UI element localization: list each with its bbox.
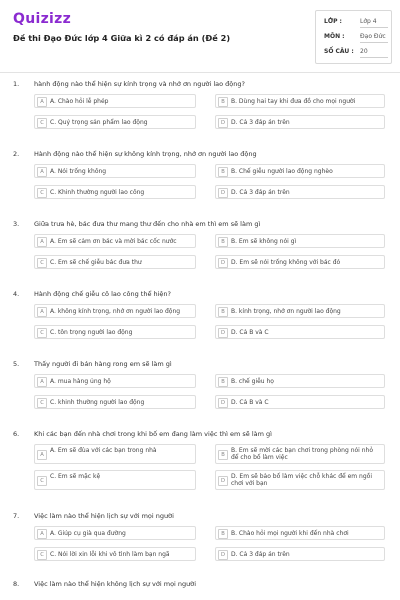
- option-text: C. tôn trọng người lao động: [50, 329, 133, 336]
- answer-option-a[interactable]: [34, 234, 196, 248]
- question-text: Giữa trưa hè, bác đưa thư mang thư đến cho nhà em thì em sẽ làm gì: [34, 220, 261, 228]
- answer-option-c[interactable]: [34, 185, 196, 199]
- answer-option-b[interactable]: [215, 374, 385, 388]
- option-text: C. Em sẽ mặc kệ: [50, 473, 101, 480]
- option-text: A. mua hàng ủng hộ: [50, 378, 111, 385]
- option-letter-box: C: [37, 188, 47, 198]
- option-letter-box: C: [37, 258, 47, 268]
- question-text: Hành động chế giễu cô lao công thể hiện?: [34, 290, 172, 298]
- info-value: Đạo Đức: [360, 33, 386, 40]
- option-letter-box: A: [37, 377, 47, 387]
- option-text: A. Chào hỏi lễ phép: [50, 98, 109, 105]
- answer-option-a[interactable]: [34, 164, 196, 178]
- option-letter-box: D: [218, 550, 228, 560]
- answer-option-d[interactable]: [215, 115, 385, 129]
- option-letter-box: C: [37, 476, 47, 486]
- option-text: C. Quý trọng sản phẩm lao động: [50, 119, 148, 126]
- option-text: D. Cả 3 đáp án trên: [231, 189, 290, 196]
- answer-option-c[interactable]: [34, 547, 196, 561]
- option-letter-box: A: [37, 529, 47, 539]
- question-number: 7.: [13, 512, 20, 520]
- option-text: D. Em sẽ nói trống không với bác đó: [231, 259, 341, 266]
- option-text: A. Em sẽ đùa với các bạn trong nhà: [50, 447, 157, 454]
- option-letter-box: B: [218, 377, 228, 387]
- answer-option-a[interactable]: [34, 374, 196, 388]
- option-letter-box: C: [37, 550, 47, 560]
- option-text: A. Giúp cụ già qua đường: [50, 530, 126, 537]
- option-text: C. khinh thường người lao động: [50, 399, 145, 406]
- option-text: A. Em sẽ cảm ơn bác và mời bác cốc nước: [50, 238, 177, 245]
- answer-option-c[interactable]: [34, 395, 196, 409]
- answer-option-d[interactable]: [215, 470, 385, 490]
- answer-option-d[interactable]: [215, 185, 385, 199]
- answer-option-b[interactable]: [215, 94, 385, 108]
- info-box: [315, 10, 392, 64]
- answer-option-b[interactable]: [215, 234, 385, 248]
- question-text: Việc làm nào thể hiện không lịch sự với mọi người: [34, 580, 197, 588]
- question-text: hành động nào thể hiện sự kính trọng và nhớ ơn người lao động?: [34, 80, 245, 88]
- option-letter-box: B: [218, 167, 228, 177]
- question-text: Hành động nào thể hiện sự không kính trọng, nhớ ơn người lao động: [34, 150, 257, 158]
- option-text: B. Em sẽ mời các bạn chơi trong phòng nói nhỏ để cho bố làm việc: [231, 447, 374, 461]
- answer-option-a[interactable]: [34, 94, 196, 108]
- answer-option-c[interactable]: [34, 470, 196, 490]
- answer-option-a[interactable]: [34, 304, 196, 318]
- header-divider: [0, 72, 400, 73]
- question-number: 8.: [13, 580, 20, 588]
- option-text: D. Em sẽ bảo bố làm việc chỗ khác để em ngồi chơi với bạn: [231, 473, 373, 487]
- answer-option-b[interactable]: [215, 526, 385, 540]
- option-text: B. Chế giễu người lao động nghèo: [231, 168, 333, 175]
- option-text: D. Cả B và C: [231, 329, 269, 336]
- question-text: Việc làm nào thể hiện lịch sự với mọi người: [34, 512, 174, 520]
- info-key: MÔN :: [324, 33, 345, 40]
- quizizz-logo: Quizizz: [13, 11, 72, 27]
- option-text: B. chế giễu họ: [231, 378, 274, 385]
- option-letter-box: A: [37, 97, 47, 107]
- option-letter-box: D: [218, 118, 228, 128]
- option-letter-box: C: [37, 118, 47, 128]
- question-text: Thấy người đi bán hàng rong em sẽ làm gì: [34, 360, 172, 368]
- question-number: 3.: [13, 220, 20, 228]
- info-key: LỚP :: [324, 18, 342, 25]
- option-text: B. Em sẽ không nói gì: [231, 238, 297, 245]
- option-letter-box: B: [218, 307, 228, 317]
- question-text: Khi các bạn đến nhà chơi trong khi bố em đang làm việc thì em sẽ làm gì: [34, 430, 272, 438]
- answer-option-d[interactable]: [215, 395, 385, 409]
- option-text: A. Nói trống không: [50, 168, 107, 175]
- option-letter-box: B: [218, 529, 228, 539]
- answer-option-d[interactable]: [215, 547, 385, 561]
- option-text: C. Nói lời xin lỗi khi vô tình làm bạn ngã: [50, 551, 170, 558]
- option-text: B. kính trọng, nhớ ơn người lao động: [231, 308, 341, 315]
- option-letter-box: C: [37, 398, 47, 408]
- info-key: SỐ CÂU :: [324, 48, 354, 55]
- worksheet-header: [0, 0, 400, 72]
- question-number: 6.: [13, 430, 20, 438]
- option-letter-box: A: [37, 167, 47, 177]
- option-text: D. Cả B và C: [231, 399, 269, 406]
- answer-option-b[interactable]: [215, 444, 385, 464]
- answer-option-c[interactable]: [34, 325, 196, 339]
- option-letter-box: A: [37, 307, 47, 317]
- question-number: 2.: [13, 150, 20, 158]
- option-letter-box: D: [218, 328, 228, 338]
- option-letter-box: D: [218, 188, 228, 198]
- option-text: D. Cả 3 đáp án trên: [231, 119, 290, 126]
- question-number: 4.: [13, 290, 20, 298]
- option-text: B. Chào hỏi mọi người khi đến nhà chơi: [231, 530, 349, 537]
- option-letter-box: B: [218, 97, 228, 107]
- info-value: Lớp 4: [360, 18, 377, 25]
- answer-option-a[interactable]: [34, 444, 196, 464]
- answer-option-d[interactable]: [215, 325, 385, 339]
- info-value: 20: [360, 48, 368, 55]
- option-text: D. Cả 3 đáp án trên: [231, 551, 290, 558]
- option-text: B. Dùng hai tay khi đưa đồ cho mọi người: [231, 98, 356, 105]
- option-letter-box: C: [37, 328, 47, 338]
- option-text: A. không kính trọng, nhớ ơn người lao động: [50, 308, 181, 315]
- option-letter-box: B: [218, 237, 228, 247]
- option-letter-box: D: [218, 476, 228, 486]
- question-number: 1.: [13, 80, 20, 88]
- option-letter-box: D: [218, 258, 228, 268]
- answer-option-a[interactable]: [34, 526, 196, 540]
- answer-option-c[interactable]: [34, 255, 196, 269]
- info-underline: [360, 57, 388, 58]
- info-underline: [360, 42, 388, 43]
- option-letter-box: A: [37, 450, 47, 460]
- answer-option-d[interactable]: [215, 255, 385, 269]
- option-letter-box: D: [218, 398, 228, 408]
- worksheet-title: Đề thi Đạo Đức lớp 4 Giữa kì 2 có đáp án (Đề 2): [13, 33, 231, 43]
- question-number: 5.: [13, 360, 20, 368]
- answer-option-b[interactable]: [215, 304, 385, 318]
- option-letter-box: B: [218, 450, 228, 460]
- option-text: C. Em sẽ chế giễu bác đưa thư: [50, 259, 142, 266]
- option-letter-box: A: [37, 237, 47, 247]
- info-underline: [360, 27, 388, 28]
- answer-option-c[interactable]: [34, 115, 196, 129]
- option-text: C. Khinh thường người lao công: [50, 189, 145, 196]
- answer-option-b[interactable]: [215, 164, 385, 178]
